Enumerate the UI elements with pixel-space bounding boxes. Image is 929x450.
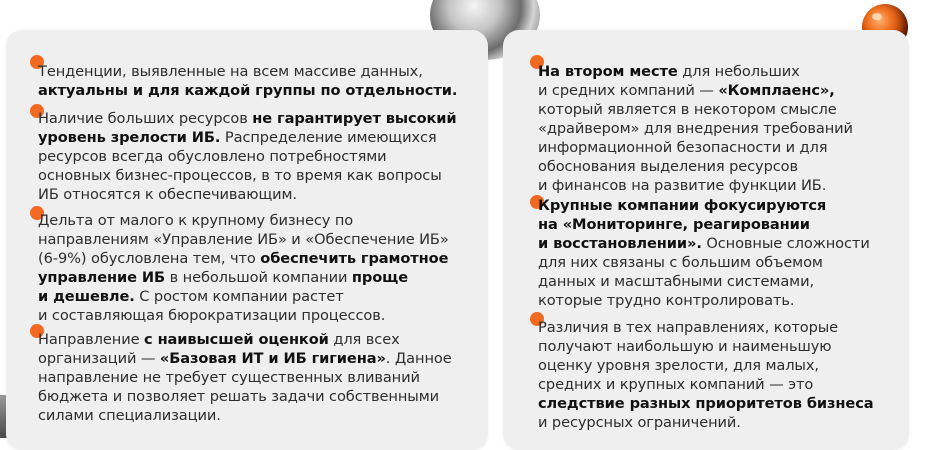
bold-text-segment: Крупные компании фокусируются на «Мониторинге, реагировании и восстановлении». [538,197,827,252]
right-paragraph-1 [538,62,853,195]
text-segment: для небольших и средних компаний — [538,63,800,99]
bold-text-segment: обеспечить грамотное управление ИБ [38,250,449,286]
text-segment: С ростом компании растет и составляющая бюрократизации процессов. [38,288,386,324]
text-segment: для всех организаций — [38,331,400,367]
text-segment: и ресурсных ограничений. [538,414,741,431]
left-paragraph-3 [38,211,449,325]
left-paragraph-2 [38,109,457,204]
left-paragraph-1 [38,62,457,100]
bold-text-segment: проще и дешевле. [38,269,408,305]
bold-text-segment: с наивысшей оценкой [144,331,329,348]
text-segment: Наличие больших ресурсов [38,110,253,127]
text-segment: Дельта от малого к крупному бизнесу по направлениям «Управление ИБ» и «Обеспечение ИБ» (6-9%) обусловлена тем, что [38,212,449,267]
text-segment: . Данное направление не требует существенных вливаний бюджета и позволяет решать задачи собственными силами специализации. [38,350,452,424]
right-paragraph-2 [538,196,870,310]
bold-text-segment: «Комплаенс», [718,82,835,99]
bold-text-segment: «Базовая ИТ и ИБ гигиена» [159,350,386,367]
text-segment: в небольшой компании [165,269,352,286]
bold-text-segment: следствие разных приоритетов бизнеса [538,395,874,412]
text-segment: Тенденции, выявленные на всем массиве данных, [38,63,423,80]
text-segment: Направление [38,331,145,348]
right-paragraph-3 [538,318,874,432]
left-paragraph-4 [38,330,452,425]
text-segment: Основные сложности для них связаны с большим объемом данных и масштабными системами, которые трудно контролировать. [538,235,870,309]
text-segment: который является в некотором смысле «драйвером» для внедрения требований информационной безопасности и для обоснования выделения ресурсов и финансов на развитие функции ИБ. [538,101,853,194]
text-segment: Различия в тех направлениях, которые получают наибольшую и наименьшую оценку уровня зрелости, для малых, средних и крупных компаний — это [538,319,839,393]
bold-text-segment: не гарантирует высокий уровень зрелости ИБ. [38,110,457,146]
bold-text-segment: актуальны и для каждой группы по отдельности. [38,82,458,99]
bold-text-segment: На втором месте [538,63,678,80]
text-segment: Распределение имеющихся ресурсов всегда обусловлено потребностями основных бизнес-процессов, в то время как вопросы ИБ относятся к обеспечивающим. [38,129,442,203]
